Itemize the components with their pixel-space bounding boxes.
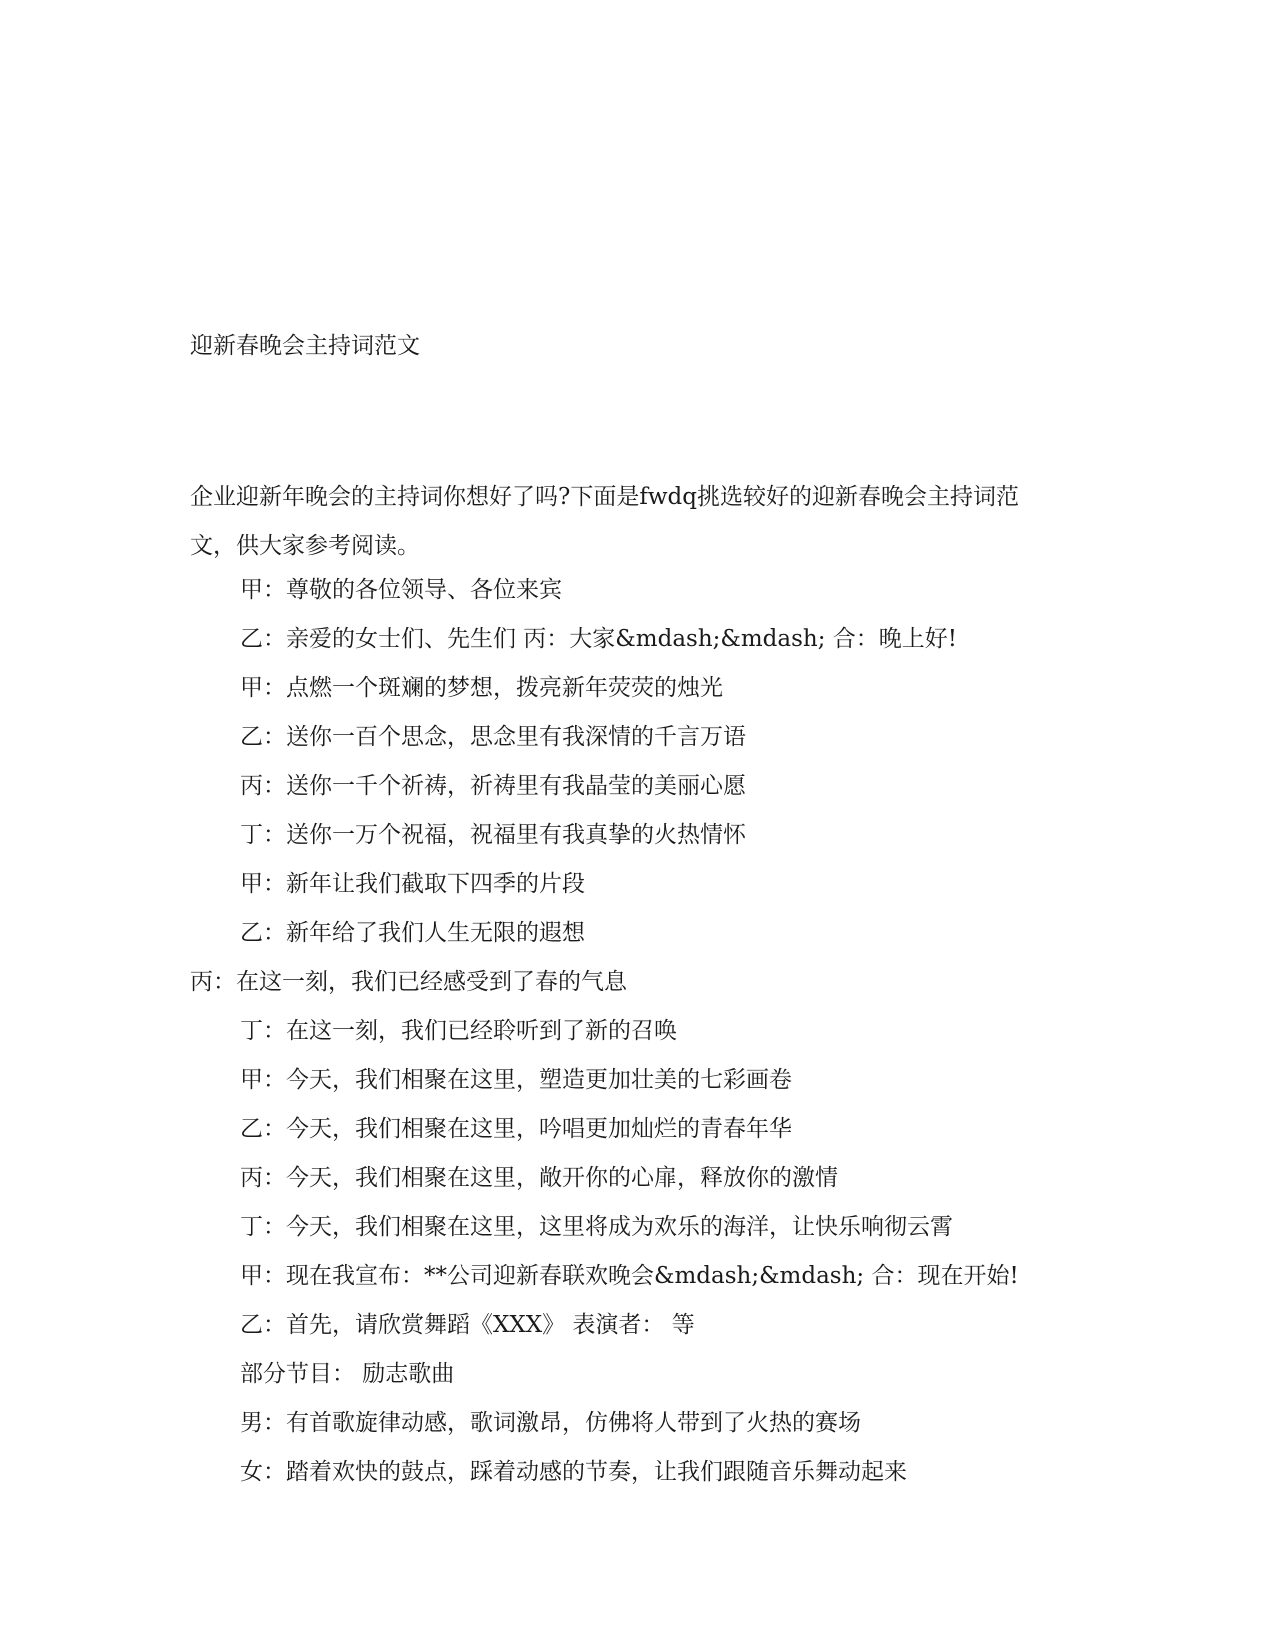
- dialogue-line: 甲：尊敬的各位领导、各位来宾: [240, 577, 562, 603]
- dialogue-line: 丙：送你一千个祈祷，祈祷里有我晶莹的美丽心愿: [240, 773, 746, 799]
- dialogue-list: [190, 570, 1090, 1501]
- dialogue-line: 女：踏着欢快的鼓点，踩着动感的节奏，让我们跟随音乐舞动起来: [240, 1459, 907, 1485]
- document-title: 迎新春晚会主持词范文: [190, 333, 420, 359]
- dialogue-line: 乙：亲爱的女士们、先生们 丙：大家&mdash;&mdash; 合：晚上好!: [240, 626, 958, 652]
- dialogue-line: 部分节目： 励志歌曲: [240, 1361, 455, 1387]
- dialogue-line: 丁：今天，我们相聚在这里，这里将成为欢乐的海洋，让快乐响彻云霄: [240, 1214, 953, 1240]
- dialogue-line: 甲：点燃一个斑斓的梦想，拨亮新年荧荧的烛光: [240, 675, 723, 701]
- dialogue-line: 乙：首先，请欣赏舞蹈《XXX》 表演者： 等: [240, 1312, 695, 1338]
- dialogue-line: 丁：送你一万个祝福，祝福里有我真挚的火热情怀: [240, 822, 746, 848]
- dialogue-line: 男：有首歌旋律动感，歌词激昂，仿佛将人带到了火热的赛场: [240, 1410, 861, 1436]
- dialogue-line: 甲：今天，我们相聚在这里，塑造更加壮美的七彩画卷: [240, 1067, 792, 1093]
- intro-paragraph: [190, 473, 1090, 571]
- dialogue-line: 乙：送你一百个思念，思念里有我深情的千言万语: [240, 724, 746, 750]
- dialogue-line: 丙：今天，我们相聚在这里，敞开你的心扉，释放你的激情: [240, 1165, 838, 1191]
- dialogue-line: 甲：新年让我们截取下四季的片段: [240, 871, 585, 897]
- dialogue-line: 丙：在这一刻，我们已经感受到了春的气息: [190, 969, 627, 995]
- intro-line: 企业迎新年晚会的主持词你想好了吗?下面是fwdq挑选较好的迎新春晚会主持词范: [190, 484, 1019, 510]
- dialogue-line: 丁：在这一刻，我们已经聆听到了新的召唤: [240, 1018, 677, 1044]
- intro-line: 文，供大家参考阅读。: [190, 533, 420, 559]
- dialogue-line: 乙：新年给了我们人生无限的遐想: [240, 920, 585, 946]
- dialogue-line: 甲：现在我宣布：**公司迎新春联欢晚会&mdash;&mdash; 合：现在开始!: [240, 1263, 1019, 1289]
- dialogue-line: 乙：今天，我们相聚在这里，吟唱更加灿烂的青春年华: [240, 1116, 792, 1142]
